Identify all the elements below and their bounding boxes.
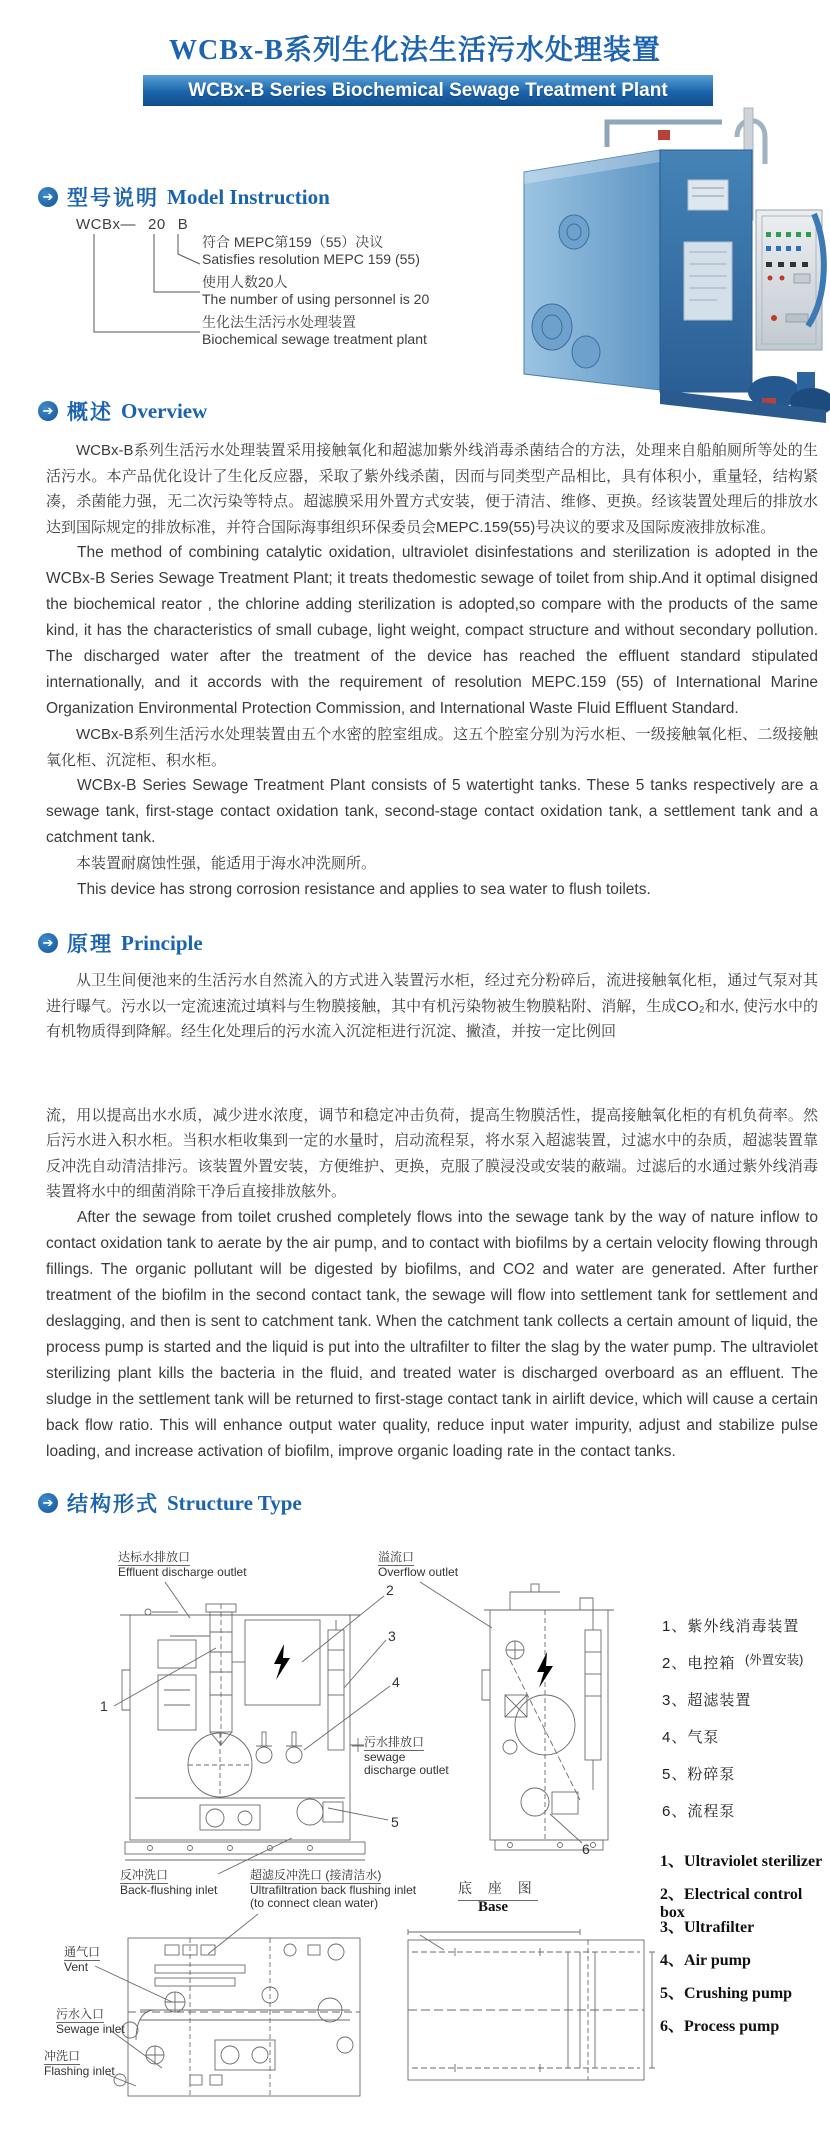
part-number-6: 6 [582,1841,590,1857]
model-code-prefix: WCBx— [76,216,136,233]
callout-flashing-inlet: 冲洗口 Flashing inlet [44,2049,115,2078]
legend-item: 2、电控箱 [662,1655,736,1672]
model-code-diagram [70,216,510,366]
arrow-bullet-icon: ➔ [38,1493,58,1513]
lightning-icon [274,1644,290,1680]
callout-sewage-discharge: 污水排放口 sewage discharge outlet [364,1735,449,1777]
arrow-bullet-icon: ➔ [38,187,58,207]
legend-item: 1、紫外线消毒装置 [662,1618,800,1635]
model-code [76,216,188,233]
callout-vent: 通气口 Vent [64,1945,101,1974]
part-number-4: 4 [392,1674,400,1690]
section-title-en: Model Instruction [167,184,330,209]
legend-item: 5、Crushing pump [660,1985,793,2002]
arrow-bullet-icon: ➔ [38,401,58,421]
arrow-bullet-icon: ➔ [38,933,58,953]
legend-item: 6、流程泵 [662,1803,736,1820]
principle-paragraph: After the sewage from toilet crushed completely flows into the sewage tank by the way of nature inflow to contact oxidation tank to aerate by the air pump, and to contact with biofilms by a certain velocity flowing through fillings. The organic pollutant will be digested by biofilms, and CO2 and water are generated. After further treatment of the biofilm in the second contact tank, the sewage will flow into settlement tank for settlement and deslagging, and then is sent to catchment tank. When the catchment tank collects a certain amount of liquid, the process pump is started and the liquid is put into the ultrafilter to filter the slag by the water pump. The ultraviolet sterilizing plant kills the bacteria in the fluid, and treated water is discharged overboard as an effluent. The sludge in the settlement tank will be returned to first-stage contact tank in airlift device, which will cause a certain back flow ratio. This will enhance output water quality, reduce input water impurity, adjust and stabilize pulse loading, and increase activation of biofilm, improve organic loading rate in the contact tanks. [46,1208,818,1460]
legend-item: 5、粉碎泵 [662,1766,736,1783]
model-code-suffix: B [177,216,189,233]
part-number-2: 2 [386,1582,394,1598]
part-number-3: 3 [388,1628,396,1644]
side-view-drawing [482,1584,614,1850]
part-number-5: 5 [391,1814,399,1830]
legend-item: 2、Electrical control box [660,1886,803,1921]
section-header-model [38,182,330,212]
legend-item: 3、Ultrafilter [660,1919,755,1936]
callout-effluent: 达标水排放口 Effluent discharge outlet [118,1550,247,1579]
callout-base-cn: 底 座 图 [458,1878,538,1901]
section-header-structure [38,1488,302,1518]
part-number-1: 1 [100,1698,108,1714]
section-title-cn: 概述 [67,401,113,424]
model-branch-personnel: 使用人数20人 The number of using personnel is 20 [202,274,430,307]
section-title-cn: 原理 [67,933,113,956]
callout-uf-back-flush: 超滤反冲洗口 (接清洁水) Ultrafiltration back flushing inlet (to connect clean water) [250,1868,417,1910]
overview-paragraph: WCBx-B Series Sewage Treatment Plant consists of 5 watertight tanks. These 5 tanks respectively are a sewage tank, first-stage contact oxidation tank, second-stage contact oxidation tank, a settlement tank and a catchment tank. [46,777,818,846]
overview-paragraph: WCBx-B系列生活污水处理装置由五个水密的腔室组成。这五个腔室分别为污水柜、一级接触氧化柜、二级接触氧化柜、沉淀柜、积水柜。 [46,726,818,769]
section-title-en: Principle [121,930,203,955]
overview-paragraph: 本装置耐腐蚀性强，能适用于海水冲洗厕所。 [76,855,377,872]
overview-text [46,438,818,903]
callout-overflow: 溢流口 Overflow outlet [378,1550,459,1579]
legend-english [660,1848,830,2046]
section-header-overview [38,396,207,426]
overview-paragraph: This device has strong corrosion resistance and applies to sea water to flush toilets. [77,880,651,898]
overview-paragraph: WCBx-B系列生活污水处理装置采用接触氧化和超滤加紫外线消毒杀菌结合的方法，处理来自船舶厕所等处的生活污水。本产品优化设计了生化反应器，采取了紫外线杀菌，因而与同类型产品相比，具有体积小，重量轻，结构紧凑，杀菌能力强，无二次污染等特点。超滤膜采用外置方式安装，便于清洁、维修、更换。经该装置处理后的排放水达到国际规定的排放标准，并符合国际海事组织环保委员会MEPC.159(55)号决议的要求及国际废液排放标准。 [46,442,818,536]
product-photo [512,92,830,432]
legend-item: 1、Ultraviolet sterilizer [660,1853,823,1870]
legend-item: 4、气泵 [662,1729,720,1746]
legend-item: 4、Air pump [660,1952,751,1969]
legend-note: (外置安装) [745,1653,804,1667]
section-title-en: Structure Type [167,1490,302,1515]
section-title-en: Overview [121,398,208,423]
page-title: WCBx-B系列生化法生活污水处理装置 [169,35,661,66]
overview-paragraph: The method of combining catalytic oxidation, ultraviolet disinfestations and sterilization is adopted in the WCBx-B Series Sewage Treatment Plant; it treats thedomestic sewage of toilet from ship.And it optimal disigned the biochemical reator , the chlorine adding sterilization is adopted,so compare with the products of the same kind, it has the characteristics of small cubage, light weight, compact structure and without secondary pollution. The discharged water after the treatment of the device has reached the effluent standard stipulated internationally, and it accords with the requirement of resolution MEPC.159 (55) of International Marine Organization Environmental Protection Commission, and International Waste Fluid Effluent Standard. [46,544,818,717]
diaphragm-pumps [256,1732,302,1763]
principle-paragraph: 从卫生间便池来的生活污水自然流入的方式进入装置污水柜，经过充分粉碎后，流进接触氧化柜，通过气泵对其进行曝气。污水以一定流速流过填料与生物膜接触，其中有机污染物被生物膜粘附、消解，生成CO₂和水, 使污水中的有机物质得到降解。经生化处理后的污水流入沉淀柜进行沉淀、撇渣，并按一定比例回 [46,972,818,1040]
callout-sewage-inlet: 污水入口 Sewage inlet [56,2007,125,2036]
callout-back-flush: 反冲洗口 Back-flushing inlet [120,1868,218,1897]
base-drawing [408,1929,655,2080]
model-code-num: 20 [148,216,166,233]
model-branch-type: 生化法生活污水处理装置 Biochemical sewage treatment plant [202,314,427,347]
principle-text [46,968,818,1465]
legend-chinese [662,1615,799,1837]
title-banner: WCBx-B Series Biochemical Sewage Treatment Plant [143,75,713,106]
principle-paragraph: 流，用以提高出水水质，减少进水浓度，调节和稳定冲击负荷，提高生物膜活性，提高接触氧化柜的有机负荷率。然后污水进入积水柜。当积水柜收集到一定的水量时，启动流程泵，将水泵入超滤装置，过滤水中的杂质，超滤装置靠反冲洗自动清洁排污。该装置外置安装，方便维护、更换，克服了膜浸没或安装的蔽端。过滤后的水通过紫外线消毒装置将水中的细菌消除干净后直接排放舷外。 [46,1106,818,1200]
section-title-cn: 结构形式 [67,1493,159,1516]
legend-item: 3、超滤装置 [662,1692,752,1709]
callout-base-en: Base [478,1899,508,1915]
plan-view-drawing [114,1938,360,2096]
legend-item: 6、Process pump [660,2018,780,2035]
section-header-principle [38,928,203,958]
model-branch-resolution: 符合 MEPC第159（55）决议 Satisfies resolution MEPC 159 (55) [202,234,420,267]
section-title-cn: 型号说明 [67,187,159,210]
